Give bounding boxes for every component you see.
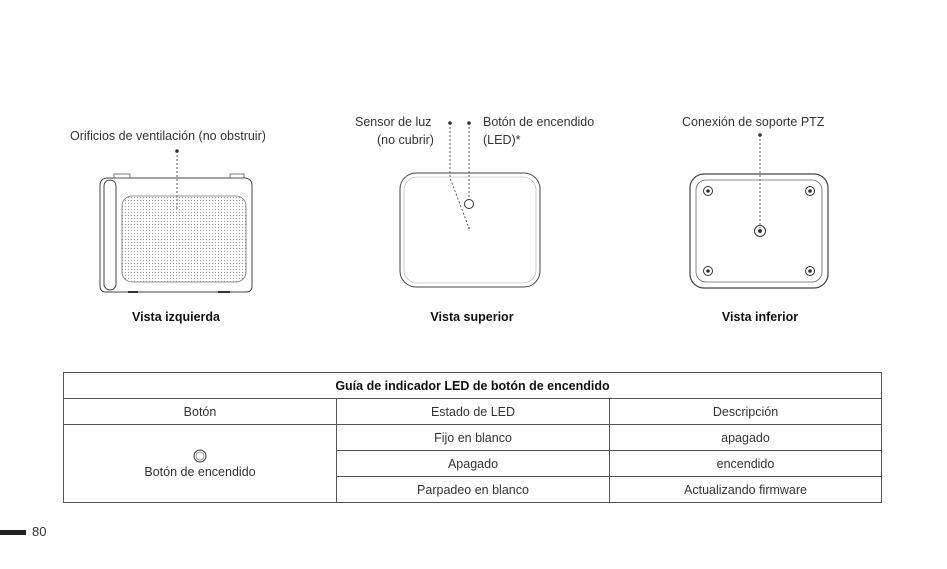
description-cell: apagado — [610, 425, 882, 451]
power-button-callout: Botón de encendido — [483, 115, 595, 129]
light-sensor-note: (no cubrir) — [377, 133, 434, 147]
button-cell — [64, 425, 337, 503]
led-state-cell: Apagado — [337, 451, 610, 477]
header-led-state: Estado de LED — [337, 399, 610, 425]
power-button-icon — [193, 449, 207, 463]
description-cell: encendido — [610, 451, 882, 477]
left-view-illustration — [100, 148, 260, 298]
led-state-cell: Parpadeo en blanco — [337, 477, 610, 503]
top-view-illustration — [395, 118, 545, 290]
description-cell: Actualizando firmware — [610, 477, 882, 503]
led-indicator-table — [63, 372, 882, 503]
left-view-caption: Vista izquierda — [132, 310, 220, 324]
power-button-led-note: (LED)* — [483, 133, 521, 147]
page-marker-bar — [0, 530, 26, 535]
led-state-cell: Fijo en blanco — [337, 425, 610, 451]
bottom-view-illustration — [688, 132, 833, 292]
ptz-mount-callout: Conexión de soporte PTZ — [682, 115, 825, 129]
page-number: 80 — [32, 524, 47, 539]
button-label: Botón de encendido — [144, 464, 256, 479]
top-view-caption: Vista superior — [430, 310, 514, 324]
light-sensor-callout: Sensor de luz — [355, 115, 432, 129]
led-table-title: Guía de indicador LED de botón de encendido — [64, 373, 882, 399]
vent-holes-callout: Orificios de ventilación (no obstruir) — [70, 129, 266, 143]
header-button: Botón — [64, 399, 337, 425]
header-description: Descripción — [610, 399, 882, 425]
bottom-view-caption: Vista inferior — [721, 310, 799, 324]
